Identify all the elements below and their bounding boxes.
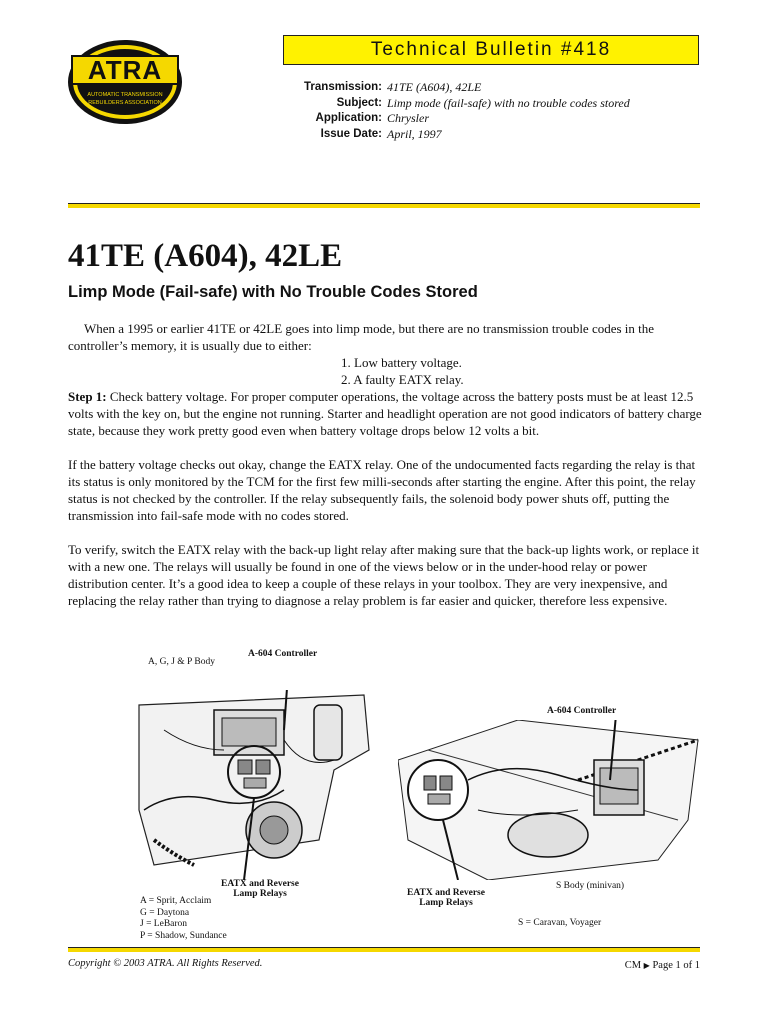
copyright: Copyright © 2003 ATRA. All Rights Reserved. [68, 958, 263, 969]
article-title: 41TE (A604), 42LE [68, 238, 343, 274]
bulletin-title: Technical Bulletin #418 [283, 35, 699, 65]
page-number: Page 1 of 1 [652, 960, 700, 971]
article-subtitle: Limp Mode (Fail-safe) with No Trouble Codes Stored [68, 283, 478, 301]
logo-subtext: AUTOMATIC TRANSMISSION REBUILDERS ASSOCIATION [87, 92, 163, 106]
meta-application: Application: Chrysler [315, 111, 429, 125]
list-item: 1. Low battery voltage. [341, 355, 462, 370]
bulletin-meta [280, 80, 700, 142]
left-relays-label: EATX and Reverse Lamp Relays [221, 879, 299, 899]
relay-paragraph: If the battery voltage checks out okay, change the EATX relay. One of the undocumented facts regarding the relay is that its status is only monitored by the TCM for the first few milli-seconds after starting the engine. After this point, the relay status is not checked by the controller. If the relay subsequently fails, the solenoid body power shuts off, putting the transmission into fail-safe mode with no codes stored. [68, 457, 696, 523]
meta-issue-date: Issue Date: April, 1997 [320, 126, 442, 141]
meta-subject: Subject: Limp mode (fail-safe) with no trouble codes stored [336, 95, 630, 110]
list-item: 2. A faulty EATX relay. [341, 372, 464, 387]
right-engine-illustration [398, 720, 703, 880]
left-body-label: A, G, J & P Body [148, 657, 215, 667]
header-divider [68, 203, 700, 208]
article-body [68, 320, 708, 609]
page-info [600, 960, 700, 971]
logo-text: ATRA [87, 55, 163, 85]
verify-paragraph: To verify, switch the EATX relay with the back-up light relay after making sure that the back-up lights work, or replace it with a new one. The relays will usually be found in one of the views below or in the under-hood relay or power distribution center. It’s a good idea to keep a couple of these relays in your toolbox. They are very inexpensive, and replacing the relay rather than trying to diagnose a relay problem is far easier and quicker, therefore less expensive. [68, 542, 700, 608]
right-controller-label: A-604 Controller [547, 706, 617, 716]
right-legend: S = Caravan, Voyager [518, 918, 602, 928]
cm-label: CM [624, 960, 642, 971]
step1-paragraph: Step 1: Check battery voltage. For proper computer operations, the voltage across the battery posts must be at least 12.5 volts with the key on, but the engine not running. Starter and headlight operation are not good indicators of battery charge state, because they work pretty good even when battery voltage drops below 12 volts a bit. [68, 389, 702, 438]
intro-paragraph: When a 1995 or earlier 41TE or 42LE goes into limp mode, but there are no transmission trouble codes in the controller’s memory, it is usually due to either: [68, 321, 655, 353]
left-legend: A = Sprit, Acclaim G = Daytona J = LeBaron P = Shadow, Sundance [140, 896, 227, 942]
right-body-label: S Body (minivan) [556, 881, 625, 891]
triangle-right-icon: ▶ [643, 961, 650, 970]
footer-divider [68, 947, 700, 952]
left-engine-illustration [134, 690, 374, 880]
left-controller-label: A-604 Controller [248, 649, 318, 659]
right-relays-label: EATX and Reverse Lamp Relays [407, 888, 485, 908]
meta-transmission: Transmission: 41TE (A604), 42LE [304, 80, 482, 94]
atra-logo [66, 38, 184, 126]
relay-location-figure [68, 645, 700, 945]
